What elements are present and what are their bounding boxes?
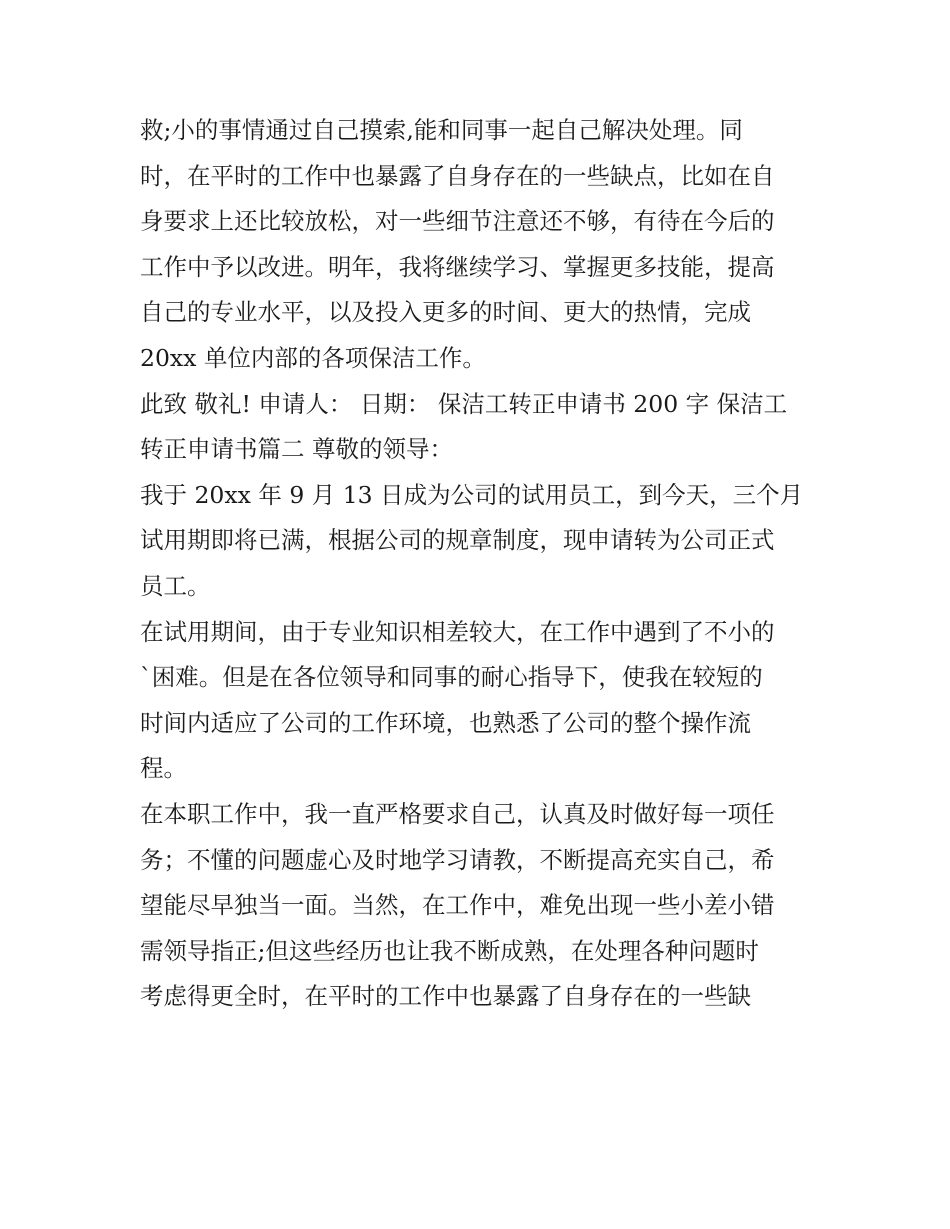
text-line: 员工。: [140, 571, 211, 600]
text-line: 望能尽早独当一面。当然，在工作中，难免出现一些小差小错: [140, 891, 775, 920]
text-line: 我于 20xx 年 9 月 13 日成为公司的试用员工，到今天，三个月: [140, 480, 804, 509]
text-line: 身要求上还比较放松，对一些细节注意还不够，有待在今后的: [140, 207, 775, 236]
text-line: 程。: [140, 754, 187, 783]
text-line: 救;小的事情通过自己摸索,能和同事一起自己解决处理。同: [140, 116, 743, 144]
text-line: 自己的专业水平，以及投入更多的时间、更大的热情，完成: [140, 298, 751, 327]
text-line: 需领导指正;但这些经历也让我不断成熟，在处理各种问题时: [140, 936, 759, 965]
text-line: 20xx 单位内部的各项保洁工作。: [140, 343, 486, 372]
text-line: 时间内适应了公司的工作环境，也熟悉了公司的整个操作流: [140, 708, 751, 737]
text-line: 转正申请书篇二 尊敬的领导：: [140, 435, 453, 464]
text-line: 此致 敬礼! 申请人： 日期： 保洁工转正申请书 200 字 保洁工: [140, 389, 788, 418]
text-line: 工作中予以改进。明年，我将继续学习、掌握更多技能，提高: [140, 252, 775, 281]
document-body: [140, 108, 820, 1020]
text-line: 考虑得更全时，在平时的工作中也暴露了自身存在的一些缺: [140, 982, 751, 1011]
text-line: 试用期即将已满，根据公司的规章制度，现申请转为公司正式: [140, 526, 775, 555]
text-line: 务；不懂的问题虚心及时地学习请教，不断提高充实自己，希: [140, 845, 775, 874]
text-line: 在试用期间，由于专业知识相差较大，在工作中遇到了不小的: [140, 617, 775, 646]
text-line: 在本职工作中，我一直严格要求自己，认真及时做好每一项任: [140, 799, 775, 828]
text-line: 时，在平时的工作中也暴露了自身存在的一些缺点，比如在自: [140, 161, 775, 190]
text-line: `困难。但是在各位领导和同事的耐心指导下，使我在较短的: [140, 663, 763, 692]
